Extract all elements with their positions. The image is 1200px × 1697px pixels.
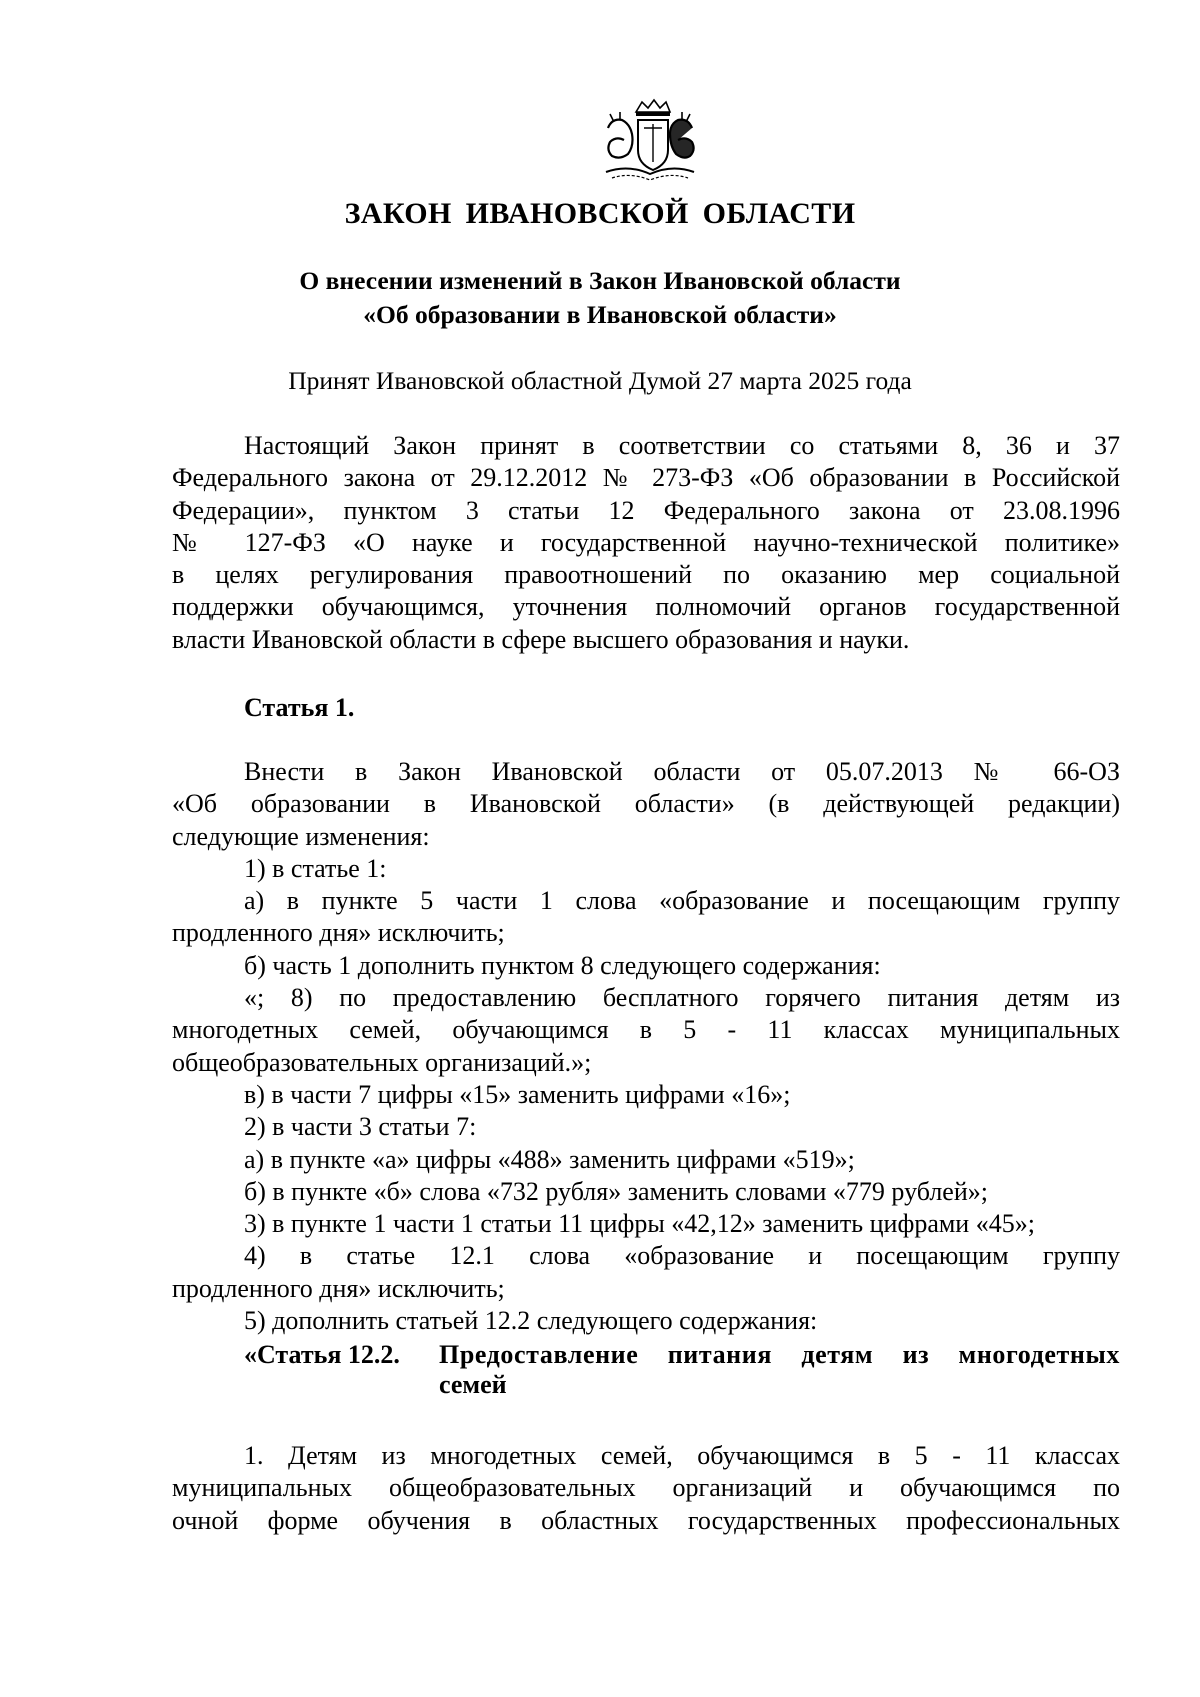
preamble-line: в целях регулирования правоотношений по оказанию мер социальной (172, 560, 1120, 590)
article-line: в) в части 7 цифры «15» заменить цифрами «16»; (244, 1079, 791, 1109)
preamble-line: № 127-ФЗ «О науке и государственной научно-технической политике» (172, 527, 1120, 557)
article-line: 3) в пункте 1 части 1 статьи 11 цифры «42,12» заменить цифрами «45»; (244, 1209, 1035, 1239)
article-12-2-line: очной форме обучения в областных государственных профессиональных (172, 1505, 1120, 1535)
article-12-2-title-line-1: Предоставление питания детям из многодетных (439, 1340, 1120, 1369)
law-title: ЗАКОН ИВАНОВСКОЙ ОБЛАСТИ (344, 197, 856, 230)
preamble-line: Федерации», пунктом 3 статьи 12 Федерального закона от 23.08.1996 (172, 495, 1120, 525)
article-12-2-heading (244, 1340, 1120, 1400)
article-line: «Об образовании в Ивановской области» (в действующей редакции) (172, 789, 1120, 819)
article-line: многодетных семей, обучающимся в 5 - 11 классах муниципальных (172, 1015, 1120, 1045)
article-line: общеобразовательных организаций.»; (172, 1047, 592, 1077)
article-line: следующие изменения: (172, 821, 430, 851)
article-line: а) в пункте «а» цифры «488» заменить цифрами «519»; (244, 1144, 855, 1174)
article-line: 1) в статье 1: (244, 853, 387, 883)
article-12-2-line: 1. Детям из многодетных семей, обучающимся в 5 - 11 классах (244, 1441, 1120, 1470)
article-1-heading: Статья 1. (244, 693, 355, 722)
article-line: 2) в части 3 статьи 7: (244, 1112, 477, 1142)
preamble-line: власти Ивановской области в сфере высшего образования и науки. (172, 624, 910, 654)
subtitle-line-1: О внесении изменений в Закон Ивановской области (299, 266, 901, 295)
article-line: б) часть 1 дополнить пунктом 8 следующего содержания: (244, 950, 881, 980)
article-12-2-body (172, 1440, 1120, 1537)
preamble-line: Настоящий Закон принят в соответствии со статьями 8, 36 и 37 (244, 431, 1120, 460)
adoption-note: Принят Ивановской областной Думой 27 марта 2025 года (288, 366, 912, 395)
article-line: продленного дня» исключить; (172, 918, 505, 948)
subtitle-line-2: «Об образовании в Ивановской области» (363, 300, 837, 329)
article-line: 4) в статье 12.1 слова «образование и посещающим группу (244, 1241, 1120, 1271)
article-12-2-title-line-2: семей (439, 1370, 507, 1399)
coat-of-arms-icon (598, 98, 702, 184)
article-12-2-label: «Статья 12.2. (244, 1340, 400, 1369)
article-line: 5) дополнить статьей 12.2 следующего содержания: (244, 1306, 818, 1336)
law-subtitle (0, 264, 1200, 332)
article-12-2-line: муниципальных общеобразовательных организаций и обучающимся по (172, 1473, 1120, 1503)
preamble-line: Федерального закона от 29.12.2012 № 273-ФЗ «Об образовании в Российской (172, 463, 1120, 493)
article-1-body (172, 756, 1120, 1337)
emblem-graphic (598, 98, 702, 184)
article-line: «; 8) по предоставлению бесплатного горячего питания детям из (244, 983, 1120, 1013)
article-line: Внести в Закон Ивановской области от 05.07.2013 № 66-ОЗ (244, 757, 1120, 786)
article-line: продленного дня» исключить; (172, 1273, 505, 1303)
preamble-line: поддержки обучающимся, уточнения полномочий органов государственной (172, 592, 1120, 622)
article-line: б) в пункте «б» слова «732 рубля» заменить словами «779 рублей»; (244, 1176, 988, 1206)
preamble (172, 430, 1120, 656)
article-line: а) в пункте 5 части 1 слова «образование и посещающим группу (244, 886, 1120, 916)
